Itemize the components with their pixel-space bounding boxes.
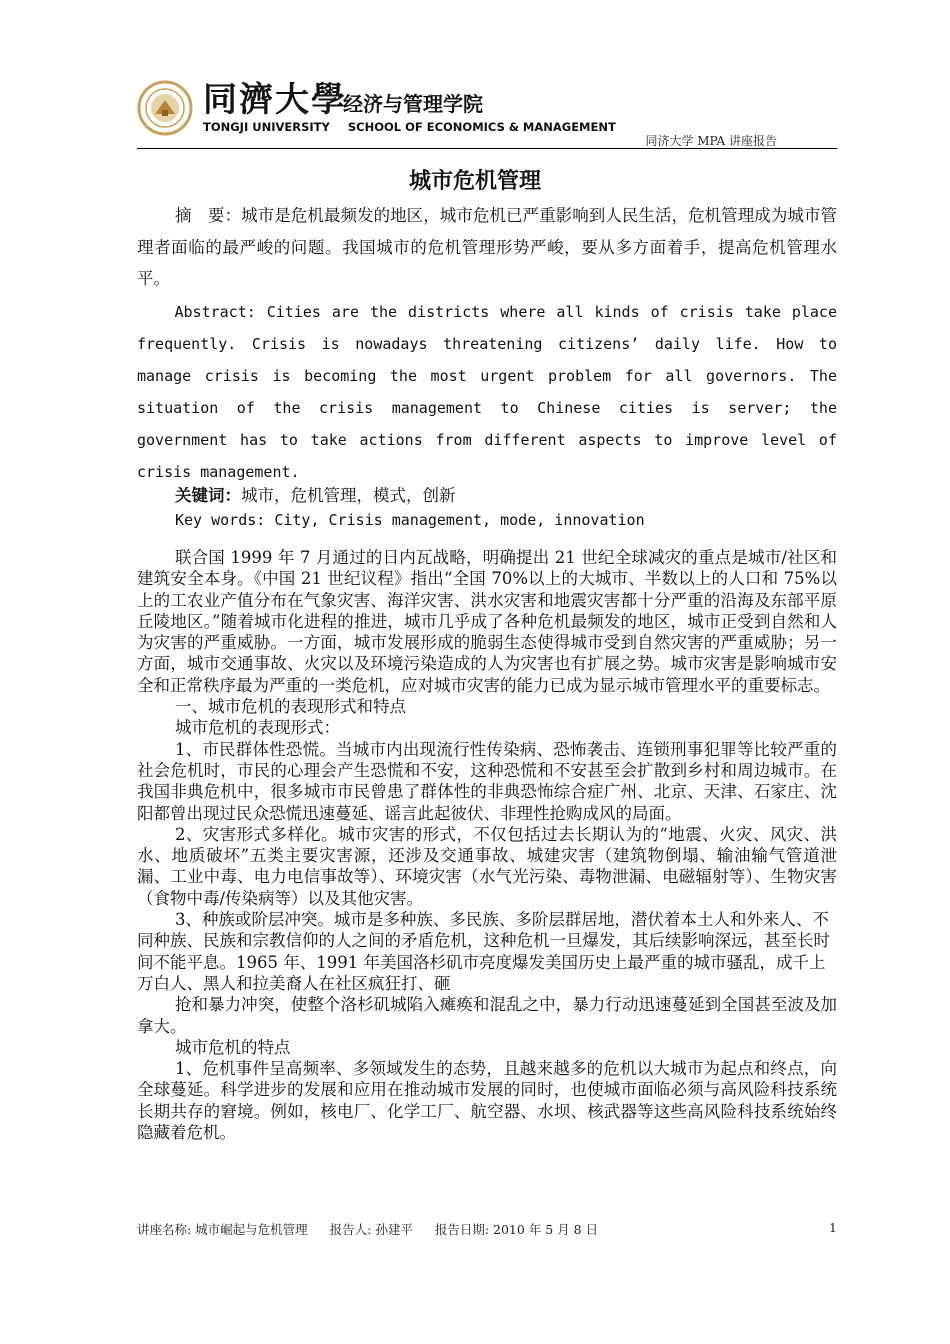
report-date: 报告日期: 2010 年 5 月 8 日 (434, 1222, 599, 1237)
university-logo-cn: 同濟大學 (203, 80, 347, 120)
keywords-value: 城市，危机管理，模式，创新 (241, 486, 456, 505)
speaker-name: 报告人: 孙建平 (329, 1222, 413, 1237)
body-text (137, 547, 837, 1143)
keywords-chinese (175, 484, 456, 508)
tongji-seal-icon (137, 80, 193, 136)
page-header (137, 74, 837, 150)
logo-english-line (203, 120, 616, 134)
footer-meta (137, 1220, 837, 1238)
keywords-english: Key words: City, Crisis management, mode, innovation (175, 511, 645, 529)
keywords-label: 关键词： (175, 486, 241, 505)
subsection-heading: 城市危机的特点 (174, 1037, 291, 1057)
abstract-chinese: 摘 要：城市是危机最频发的地区，城市危机已严重影响到人民生活，危机管理成为城市管理者面临的最严峻的问题。我国城市的危机管理形势严峻，要从多方面着手，提高危机管理水平。 (137, 206, 837, 288)
school-name-en: SCHOOL OF ECONOMICS & MANAGEMENT (347, 120, 616, 134)
school-name-cn: 经济与管理学院 (343, 92, 483, 116)
section-heading: 一、城市危机的表现形式和特点 (174, 697, 406, 717)
page-footer (137, 1220, 837, 1238)
body-paragraph: 联合国 1999 年 7 月通过的日内瓦战略，明确提出 21 世纪全球减灾的重点是城市/社区和建筑安全本身。《中国 21 世纪议程》指出“全国 70%以上的大城市、半数以上的人口和 75%以上的工农业产值分布在气象灾害、海洋灾害、洪水灾害和地震灾害都十分严重的沿海及东部平原丘陵地区。”随着城市化进程的推进，城市几乎成了各种危机最频发的地区，城市正受到自然和人为灾害的严重威胁。一方面，城市发展形成的脆弱生态使得城市受到自然灾害的严重威胁；另一方面，城市交通事故、火灾以及环境污染造成的人为灾害也有扩展之势。城市灾害是影响城市安全和正常秩序最为严重的一类危机，应对城市灾害的能力已成为显示城市管理水平的重要标志。 (137, 548, 837, 695)
page-number: 1 (829, 1220, 837, 1235)
page-title: 城市危机管理 (408, 169, 541, 194)
body-paragraph: 抢和暴力冲突，使整个洛杉矶城陷入瘫痪和混乱之中，暴力行动迅速蔓延到全国甚至波及加拿大。 (137, 995, 837, 1036)
report-series-label: 同济大学 MPA 讲座报告 (645, 134, 777, 148)
lecture-name: 讲座名称: 城市崛起与危机管理 (137, 1222, 308, 1237)
university-name-en: TONGJI UNIVERSITY (203, 120, 330, 134)
body-paragraph: 1、市民群体性恐慌。当城市内出现流行性传染病、恐怖袭击、连锁刑事犯罪等比较严重的社会危机时，市民的心理会产生恐慌和不安，这种恐慌和不安甚至会扩散到乡村和周边城市。在我国非典危机中，很多城市市民曾患了群体性的非典恐怖综合症广州、北京、天津、石家庄、沈阳都曾出现过民众恐慌迅速蔓延、谣言此起彼伏、非理性抢购成风的局面。 (137, 739, 837, 823)
subsection-heading: 城市危机的表现形式： (174, 718, 340, 738)
body-paragraph: 1、危机事件呈高频率、多领域发生的态势，且越来越多的危机以大城市为起点和终点，向全球蔓延。科学进步的发展和应用在推动城市发展的同时，也使城市面临必须与高风险科技系统长期共存的窘境。例如，核电厂、化学工厂、航空器、水坝、核武器等这些高风险科技系统始终隐藏着危机。 (137, 1059, 837, 1143)
abstract-english: Abstract: Cities are the districts where all kinds of crisis take place frequently. Crisis is nowadays threatening citizens’ daily life. How to manage crisis is becoming the most urgent problem for all governors. The situation of the crisis management to Chinese cities is server; the government has to take actions from different aspects to improve level of crisis management. (137, 303, 837, 481)
body-paragraph: 2、灾害形式多样化。城市灾害的形式，不仅包括过去长期认为的“地震、火灾、风灾、洪水、地质破坏”五类主要灾害源，还涉及交通事故、城建灾害（建筑物倒塌、输油输气管道泄漏、工业中毒、电力电信事故等）、环境灾害（水气光污染、毒物泄漏、电磁辐射等）、生物灾害（食物中毒/传染病等）以及其他灾害。 (137, 824, 837, 908)
body-paragraph: 3、种族或阶层冲突。城市是多种族、多民族、多阶层群居地，潜伏着本土人和外来人、不同种族、民族和宗教信仰的人之间的矛盾危机，这种危机一旦爆发，其后续影响深远，甚至长时间不能平息。1965 年、1991 年美国洛杉矶市亮度爆发美国历史上最严重的城市骚乱，成千上万白人、黑人和拉美裔人在社区疯狂打、砸 (137, 910, 830, 993)
header-divider (137, 148, 837, 149)
